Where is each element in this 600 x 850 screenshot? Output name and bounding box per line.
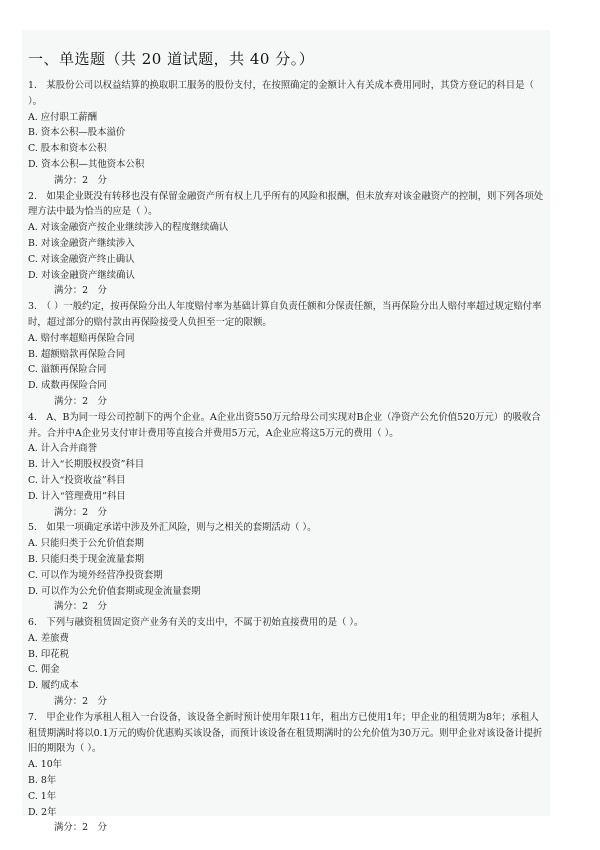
option-b: B. 印花税 <box>28 648 69 660</box>
question-4 <box>28 410 548 521</box>
question-list <box>28 78 548 836</box>
option-b: B. 8年 <box>28 775 57 787</box>
question-2 <box>28 189 548 300</box>
option-b: B. 只能归类于现金流量套期 <box>28 553 144 565</box>
option-d: D. 履约成本 <box>28 680 79 692</box>
option-b: B. 对该金融资产继续涉入 <box>28 237 135 249</box>
question-stem: 6. 下列与融资租赁固定资产业务有关的支出中，不属于初始直接费用的是（ ）。 <box>28 617 364 629</box>
option-c: C. 溢额再保险合同 <box>28 364 107 376</box>
question-stem: 5. 如果一项确定承诺中涉及外汇风险，则与之相关的套期活动（ ）。 <box>28 522 317 534</box>
option-d: D. 对该金融资产继续确认 <box>28 269 135 281</box>
option-c: C. 可以作为境外经营净投资套期 <box>28 569 163 581</box>
option-c: C. 股本和资本公积 <box>28 143 107 155</box>
question-stem: 1. 某股份公司以权益结算的换取职工服务的股份支付，在按照确定的金额计入有关成本费用同时，其贷方登记的科目是（ ）。 <box>28 80 534 107</box>
option-c: C. 对该金融资产终止确认 <box>28 253 135 265</box>
option-a: A. 赔付率超赔再保险合同 <box>28 332 135 344</box>
option-b: B. 计入“长期股权投资”科目 <box>28 459 145 471</box>
question-score: 满分：2 分 <box>54 822 107 834</box>
option-b: B. 资本公积—股本溢价 <box>28 127 126 139</box>
option-c: C. 佣金 <box>28 664 60 676</box>
question-score: 满分：2 分 <box>54 395 107 407</box>
question-5 <box>28 520 548 615</box>
question-stem: 3. （ ）一般约定，按再保险分出人年度赔付率为基础计算自负责任额和分保责任额，当再保险分出人赔付率超过规定赔付率时，超过部分的赔付款由再保险接受人负担至一定的限额。 <box>28 301 542 328</box>
question-stem: 7. 甲企业作为承租人租入一台设备，该设备全新时预计使用年限11年，租出方已使用1年；甲企业的租赁期为8年；承租人租赁期满时将以0.1万元的购价优惠购买该设备，而预计该设备在租赁期满时的公允价值为30万元。则甲企业对该设备计提折旧的期限为（ ）。 <box>28 711 543 755</box>
question-score: 满分：2 分 <box>54 285 107 297</box>
question-3 <box>28 299 548 410</box>
question-7 <box>28 710 548 836</box>
option-a: A. 只能归类于公允价值套期 <box>28 538 144 550</box>
question-6 <box>28 615 548 710</box>
question-stem: 2. 如果企业既没有转移也没有保留金融资产所有权上几乎所有的风险和报酬，但未放弃对该金融资产的控制，则下列各项处理方法中最为恰当的应是（ ）。 <box>28 190 544 218</box>
option-a: A. 差旅费 <box>28 632 69 644</box>
option-d: D. 2年 <box>28 806 57 818</box>
option-b: B. 超额赔款再保险合同 <box>28 348 126 360</box>
question-score: 满分：2 分 <box>54 601 107 613</box>
option-c: C. 1年 <box>28 790 57 802</box>
question-score: 满分：2 分 <box>54 174 107 186</box>
option-d: D. 计入“管理费用”科目 <box>28 490 126 502</box>
option-a: A. 10年 <box>28 759 63 771</box>
question-1 <box>28 78 548 189</box>
option-d: D. 资本公积—其他资本公积 <box>28 158 145 170</box>
option-a: A. 对该金融资产按企业继续涉入的程度继续确认 <box>28 222 229 234</box>
section-title: 一、单选题（共 20 道试题，共 40 分。） <box>28 50 315 68</box>
option-a: A. 应付职工薪酬 <box>28 111 97 123</box>
question-stem: 4. A、B为同一母公司控制下的两个企业。A企业出资550万元给母公司实现对B企业（净资产公允价值520万元）的吸收合并。合并中A企业另支付审计费用等直接合并费用5万元，A企业应将这5万元的费用（ ）。 <box>28 411 541 439</box>
option-c: C. 计入“投资收益”科目 <box>28 474 126 486</box>
question-score: 满分：2 分 <box>54 696 107 708</box>
option-d: D. 可以作为公允价值套期或现金流量套期 <box>28 585 201 597</box>
question-score: 满分：2 分 <box>54 506 107 518</box>
option-a: A. 计入合并商誉 <box>28 443 97 455</box>
option-d: D. 成数再保险合同 <box>28 380 107 392</box>
document-page <box>22 30 550 834</box>
